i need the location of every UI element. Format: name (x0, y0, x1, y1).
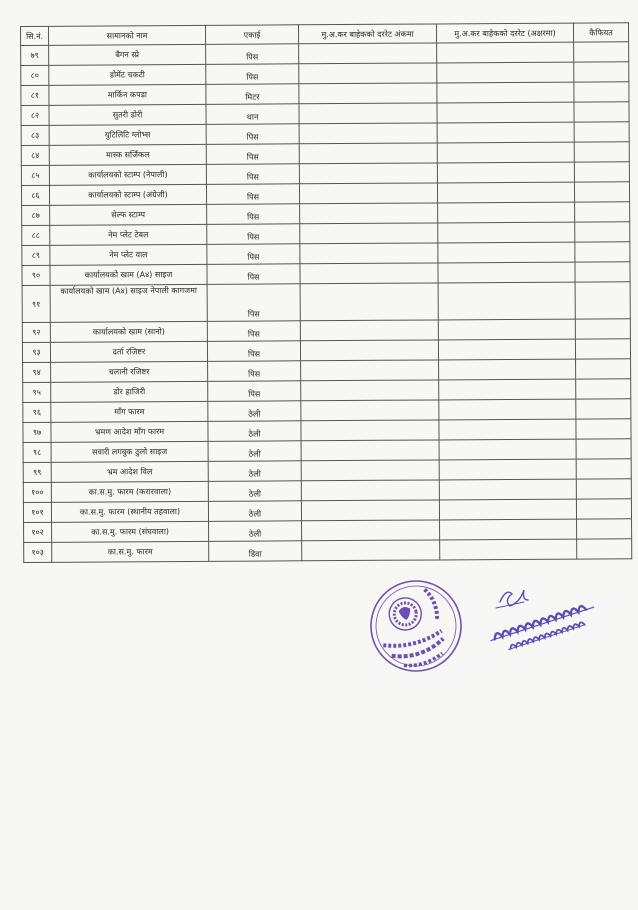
row-rate-figure (301, 380, 439, 401)
header-sn: सि.नं. (21, 26, 49, 45)
row-rate-figure (300, 283, 438, 321)
row-unit: ठेली (208, 441, 301, 462)
row-rate-words (440, 519, 577, 540)
row-rate-figure (301, 360, 439, 381)
row-sn: ९५ (23, 382, 51, 402)
row-rate-words (437, 62, 574, 83)
row-unit: ठेली (208, 401, 301, 422)
row-remarks (575, 339, 630, 359)
row-remarks (575, 282, 630, 319)
row-remarks (576, 419, 631, 439)
row-sn: १०३ (24, 542, 52, 562)
header-remarks: कैफियत (573, 23, 628, 42)
row-item-name: सवारी लगबुक ठुलो साइज (51, 441, 208, 462)
row-item-name: नेम प्लेट टेबल (50, 224, 207, 245)
row-rate-words (439, 439, 576, 460)
row-remarks (574, 42, 629, 62)
row-item-name: नेम प्लेट वाल (50, 244, 207, 265)
row-rate-figure (300, 263, 438, 284)
row-rate-words (437, 182, 574, 203)
row-rate-figure (301, 460, 439, 481)
row-remarks (576, 399, 631, 419)
row-sn: ९८ (23, 442, 51, 462)
row-sn: १०१ (23, 502, 51, 522)
items-table (20, 22, 632, 563)
row-rate-words (437, 122, 574, 143)
row-sn: ८३ (21, 125, 49, 145)
header-rate-words: मु.अ.कर बाहेकको दररेट (अक्षरमा) (436, 23, 573, 43)
row-remarks (577, 519, 632, 539)
row-rate-figure (299, 183, 437, 204)
row-rate-words (437, 82, 574, 103)
row-unit: पिस (207, 341, 300, 362)
row-sn: ८९ (22, 245, 50, 265)
header-item-name: सामानको नाम (49, 25, 206, 45)
row-item-name: डोमेंट चकटी (49, 64, 206, 85)
row-rate-words (439, 459, 576, 480)
row-unit: पिस (207, 284, 300, 322)
row-rate-figure (299, 163, 437, 184)
row-item-name: माँग फारम (51, 401, 208, 422)
row-rate-figure (299, 123, 437, 144)
row-sn: १०० (23, 482, 51, 502)
row-unit: पिस (206, 144, 299, 165)
row-sn: १०२ (24, 522, 52, 542)
row-unit: पिस (208, 381, 301, 402)
row-item-name: सेल्फ स्टाम्प (50, 204, 207, 225)
row-remarks (574, 182, 629, 202)
row-rate-figure (301, 500, 439, 521)
row-rate-words (439, 499, 576, 520)
row-item-name: डोर हाजिरी (51, 381, 208, 402)
row-remarks (575, 242, 630, 262)
row-item-name: का.स.मु. फारम (करारवाला) (51, 481, 208, 502)
row-unit: पिस (207, 264, 300, 285)
row-remarks (575, 319, 630, 339)
row-unit: पिस (207, 224, 300, 245)
row-rate-words (438, 282, 575, 320)
row-unit: ठेली (208, 461, 301, 482)
row-rate-figure (301, 440, 439, 461)
row-rate-words (440, 539, 577, 560)
row-rate-figure (302, 520, 440, 541)
row-rate-words (437, 162, 574, 183)
row-remarks (575, 262, 630, 282)
row-remarks (574, 62, 629, 82)
row-remarks (574, 142, 629, 162)
row-sn: ८५ (21, 165, 49, 185)
row-remarks (576, 479, 631, 499)
row-rate-figure (299, 83, 437, 104)
row-item-name: कार्यालयको स्टाम्प (अंग्रेजी) (49, 184, 206, 205)
row-remarks (576, 459, 631, 479)
row-unit: पिस (207, 321, 300, 342)
row-unit: डिवा (209, 541, 302, 562)
row-unit: पिस (206, 64, 299, 85)
row-unit: मिटर (206, 84, 299, 105)
row-rate-words (439, 359, 576, 380)
row-rate-words (438, 202, 575, 223)
row-rate-figure (300, 340, 438, 361)
row-sn: ८२ (21, 105, 49, 125)
row-unit: थान (206, 104, 299, 125)
row-sn: ९१ (22, 285, 50, 322)
row-rate-figure (300, 243, 438, 264)
row-sn: ७९ (21, 45, 49, 65)
row-item-name: कार्यालयको खाम (सानो) (50, 321, 207, 342)
row-rate-figure (300, 203, 438, 224)
row-sn: ८७ (22, 205, 50, 225)
row-remarks (575, 202, 630, 222)
row-sn: ९४ (23, 362, 51, 382)
officer-signature (478, 572, 608, 662)
row-item-name: सुतरी डोरी (49, 104, 206, 125)
row-sn: ९२ (22, 322, 50, 342)
row-rate-figure (300, 320, 438, 341)
row-item-name: मास्क सर्जिकल (49, 144, 206, 165)
row-rate-words (438, 339, 575, 360)
row-rate-words (439, 379, 576, 400)
row-rate-words (437, 102, 574, 123)
row-rate-words (439, 479, 576, 500)
row-rate-figure (299, 103, 437, 124)
row-rate-words (438, 222, 575, 243)
row-item-name: चलानी रजिष्टर (51, 361, 208, 382)
table-row (22, 282, 630, 323)
row-item-name: दर्ता रजिष्टर (50, 341, 207, 362)
row-item-name: कार्यालयको स्टाम्प (नेपाली) (49, 164, 206, 185)
row-unit: ठेली (208, 501, 301, 522)
row-rate-figure (301, 480, 439, 501)
row-rate-figure (299, 63, 437, 84)
row-rate-figure (299, 143, 437, 164)
row-sn: ८८ (22, 225, 50, 245)
row-sn: ८४ (21, 145, 49, 165)
row-remarks (576, 379, 631, 399)
row-rate-words (438, 319, 575, 340)
row-remarks (575, 222, 630, 242)
row-rate-figure (301, 400, 439, 421)
row-item-name: का.स.मु. फारम (52, 541, 209, 562)
row-sn: ९७ (23, 422, 51, 442)
row-item-name: कार्यालयको खाम (A४) साइज नेपाली कागजमा (50, 284, 207, 322)
row-item-name: का.स.मु. फारम (संघवाला) (52, 521, 209, 542)
row-unit: ठेली (209, 521, 302, 542)
row-item-name: का.स.मु. फारम (स्थानीय तहवाला) (51, 501, 208, 522)
row-unit: पिस (206, 164, 299, 185)
row-sn: ९० (22, 265, 50, 285)
office-seal-stamp (368, 578, 464, 674)
row-rate-figure (302, 540, 440, 561)
row-remarks (574, 162, 629, 182)
row-item-name: युटिलिटि ग्लोभ्स (49, 124, 206, 145)
row-unit: ठेली (208, 421, 301, 442)
row-remarks (576, 439, 631, 459)
row-sn: ९९ (23, 462, 51, 482)
row-rate-words (437, 142, 574, 163)
row-unit: पिस (207, 204, 300, 225)
row-item-name: भ्रम आदेश विल (51, 461, 208, 482)
row-item-name: मार्किन कपडा (49, 84, 206, 105)
row-sn: ९६ (23, 402, 51, 422)
row-rate-words (437, 42, 574, 63)
row-rate-figure (301, 420, 439, 441)
row-unit: पिस (208, 361, 301, 382)
row-item-name: कार्यालयको खाम (A४) साइज (50, 264, 207, 285)
row-item-name: बैगन स्प्रे (49, 44, 206, 65)
header-unit: एकाई (205, 25, 298, 45)
row-rate-words (438, 242, 575, 263)
row-remarks (577, 539, 632, 559)
row-sn: ८० (21, 65, 49, 85)
row-rate-words (439, 399, 576, 420)
row-rate-words (438, 262, 575, 283)
row-rate-figure (300, 223, 438, 244)
row-sn: ८६ (21, 185, 49, 205)
row-remarks (574, 122, 629, 142)
row-unit: पिस (206, 184, 299, 205)
row-remarks (574, 102, 629, 122)
row-sn: ९३ (22, 342, 50, 362)
row-rate-words (439, 419, 576, 440)
row-unit: पिस (207, 244, 300, 265)
header-rate-figure: मु.अ.कर बाहेकको दररेट अंकमा (298, 24, 436, 44)
row-remarks (574, 82, 629, 102)
row-unit: पिस (206, 44, 299, 65)
row-remarks (576, 359, 631, 379)
row-remarks (576, 499, 631, 519)
row-rate-figure (299, 43, 437, 64)
row-unit: पिस (206, 124, 299, 145)
row-sn: ८१ (21, 85, 49, 105)
table-row (24, 539, 632, 563)
row-unit: ठेली (208, 481, 301, 502)
row-item-name: भ्रमण आदेश माँग फारम (51, 421, 208, 442)
